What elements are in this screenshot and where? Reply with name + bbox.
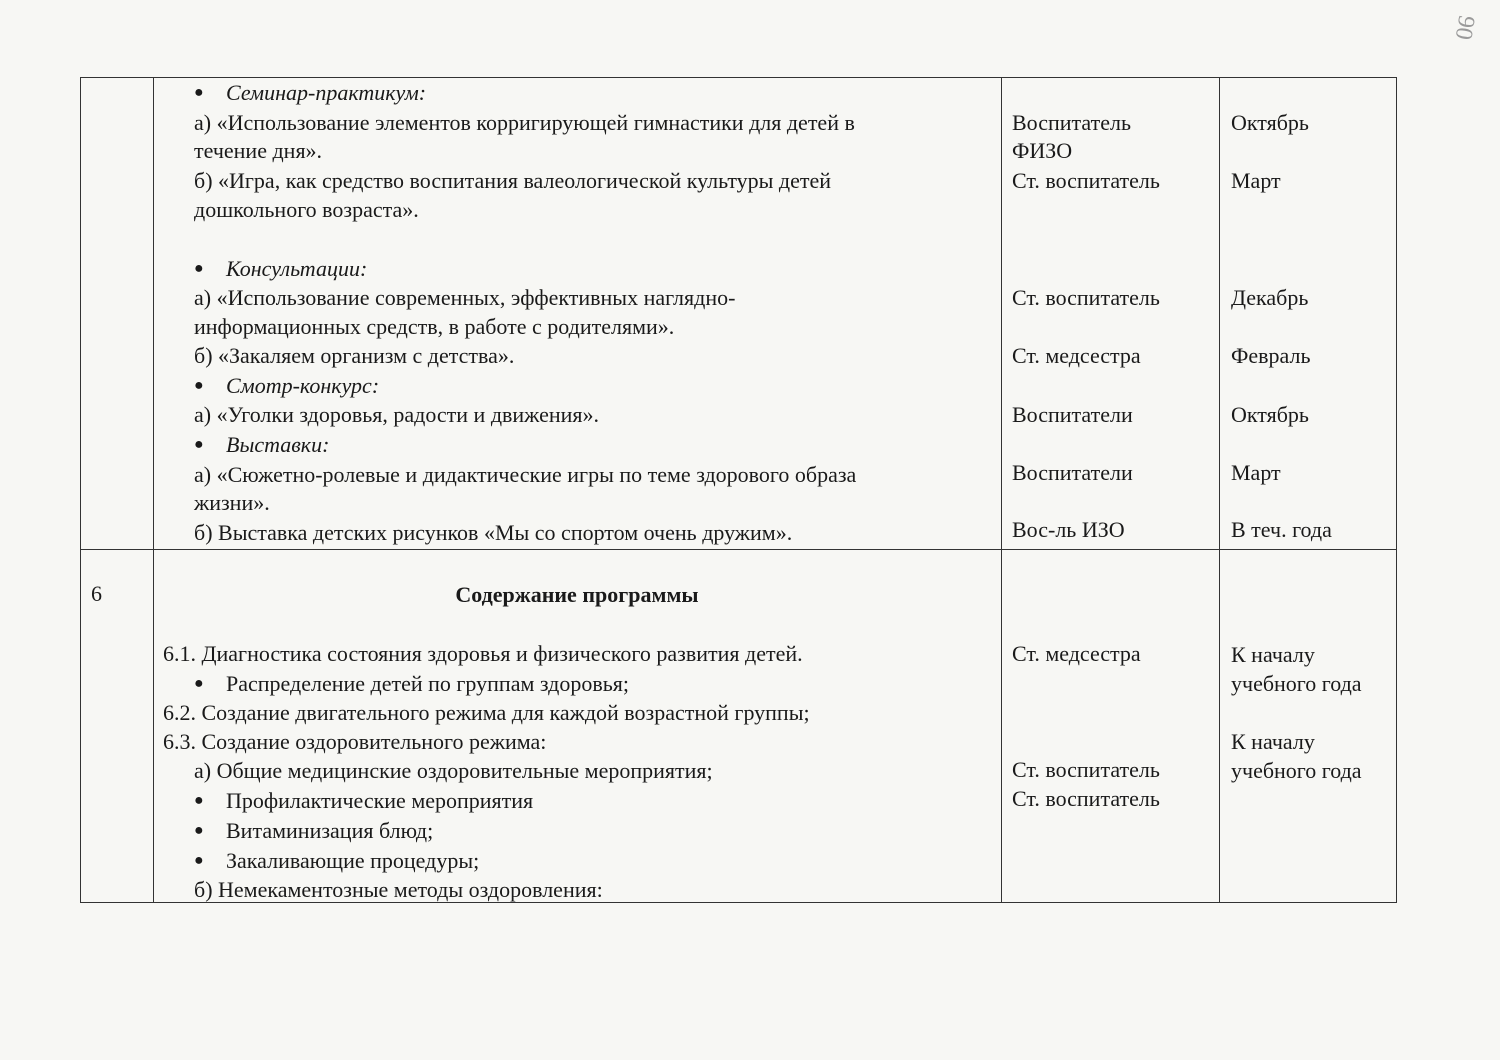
plan-table xyxy=(80,77,1397,903)
program-line: а) Общие медицинские оздоровительные мероприятия; xyxy=(194,758,713,783)
bullet-icon: ● xyxy=(194,822,204,839)
date-cell: учебного года xyxy=(1231,671,1362,696)
row-divider xyxy=(81,549,1396,550)
date-cell: Октябрь xyxy=(1231,110,1309,135)
exhibit-item-b: б) Выставка детских рисунков «Мы со спортом очень дружим». xyxy=(194,520,793,545)
seminar-item-b-line2: дошкольного возраста». xyxy=(194,197,419,222)
date-cell: В теч. года xyxy=(1231,517,1332,542)
date-cell: Октябрь xyxy=(1231,402,1309,427)
responsible-cell: Воспитатели xyxy=(1012,460,1133,485)
section-title: Содержание программы xyxy=(455,582,699,607)
program-line: Закаливающие процедуры; xyxy=(226,848,480,873)
date-cell: Декабрь xyxy=(1231,285,1309,310)
consult-item-b: б) «Закаляем организм с детства». xyxy=(194,343,515,368)
exhibit-heading: Выставки: xyxy=(226,432,330,457)
bullet-icon: ● xyxy=(194,84,204,101)
column-divider xyxy=(153,78,154,902)
date-cell: К началу xyxy=(1231,729,1315,754)
column-divider xyxy=(1001,78,1002,902)
column-divider xyxy=(1219,78,1220,902)
responsible-cell: ФИЗО xyxy=(1012,138,1073,163)
program-line: 6.3. Создание оздоровительного режима: xyxy=(163,729,547,754)
responsible-cell: Воспитатели xyxy=(1012,402,1133,427)
row-number: 6 xyxy=(91,581,102,606)
responsible-cell: Ст. воспитатель xyxy=(1012,285,1160,310)
contest-item-a: а) «Уголки здоровья, радости и движения». xyxy=(194,402,600,427)
program-line: Распределение детей по группам здоровья; xyxy=(226,671,630,696)
exhibit-item-a-line1: а) «Сюжетно-ролевые и дидактические игры по теме здорового образа xyxy=(194,462,857,487)
program-line: Профилактические мероприятия xyxy=(226,788,534,813)
date-cell: учебного года xyxy=(1231,758,1362,783)
page-number-mark: 90 xyxy=(1449,13,1480,42)
bullet-icon: ● xyxy=(194,260,204,277)
bullet-icon: ● xyxy=(194,675,204,692)
consult-item-a-line1: а) «Использование современных, эффективных наглядно- xyxy=(194,285,736,310)
bullet-icon: ● xyxy=(194,852,204,869)
responsible-cell: Ст. медсестра xyxy=(1012,343,1141,368)
responsible-cell: Ст. воспитатель xyxy=(1012,786,1160,811)
program-line: б) Немекаментозные методы оздоровления: xyxy=(194,877,603,902)
program-line: 6.1. Диагностика состояния здоровья и физического развития детей. xyxy=(163,641,803,666)
date-cell: Март xyxy=(1231,168,1281,193)
seminar-heading: Семинар-практикум: xyxy=(226,80,427,105)
responsible-cell: Ст. медсестра xyxy=(1012,641,1141,666)
date-cell: Февраль xyxy=(1231,343,1311,368)
exhibit-item-a-line2: жизни». xyxy=(194,490,270,515)
contest-heading: Смотр-конкурс: xyxy=(226,373,380,398)
program-line: Витаминизация блюд; xyxy=(226,818,434,843)
responsible-cell: Ст. воспитатель xyxy=(1012,757,1160,782)
program-line: 6.2. Создание двигательного режима для каждой возрастной группы; xyxy=(163,700,810,725)
seminar-item-a-line1: а) «Использование элементов корригирующей гимнастики для детей в xyxy=(194,110,855,135)
consult-heading: Консультации: xyxy=(226,256,368,281)
responsible-cell: Ст. воспитатель xyxy=(1012,168,1160,193)
bullet-icon: ● xyxy=(194,377,204,394)
consult-item-a-line2: информационных средств, в работе с родителями». xyxy=(194,314,675,339)
responsible-cell: Вос-ль ИЗО xyxy=(1012,517,1125,542)
bullet-icon: ● xyxy=(194,792,204,809)
seminar-item-a-line2: течение дня». xyxy=(194,138,323,163)
responsible-cell: Воспитатель xyxy=(1012,110,1132,135)
date-cell: Март xyxy=(1231,460,1281,485)
bullet-icon: ● xyxy=(194,436,204,453)
seminar-item-b-line1: б) «Игра, как средство воспитания валеологической культуры детей xyxy=(194,168,832,193)
date-cell: К началу xyxy=(1231,642,1315,667)
